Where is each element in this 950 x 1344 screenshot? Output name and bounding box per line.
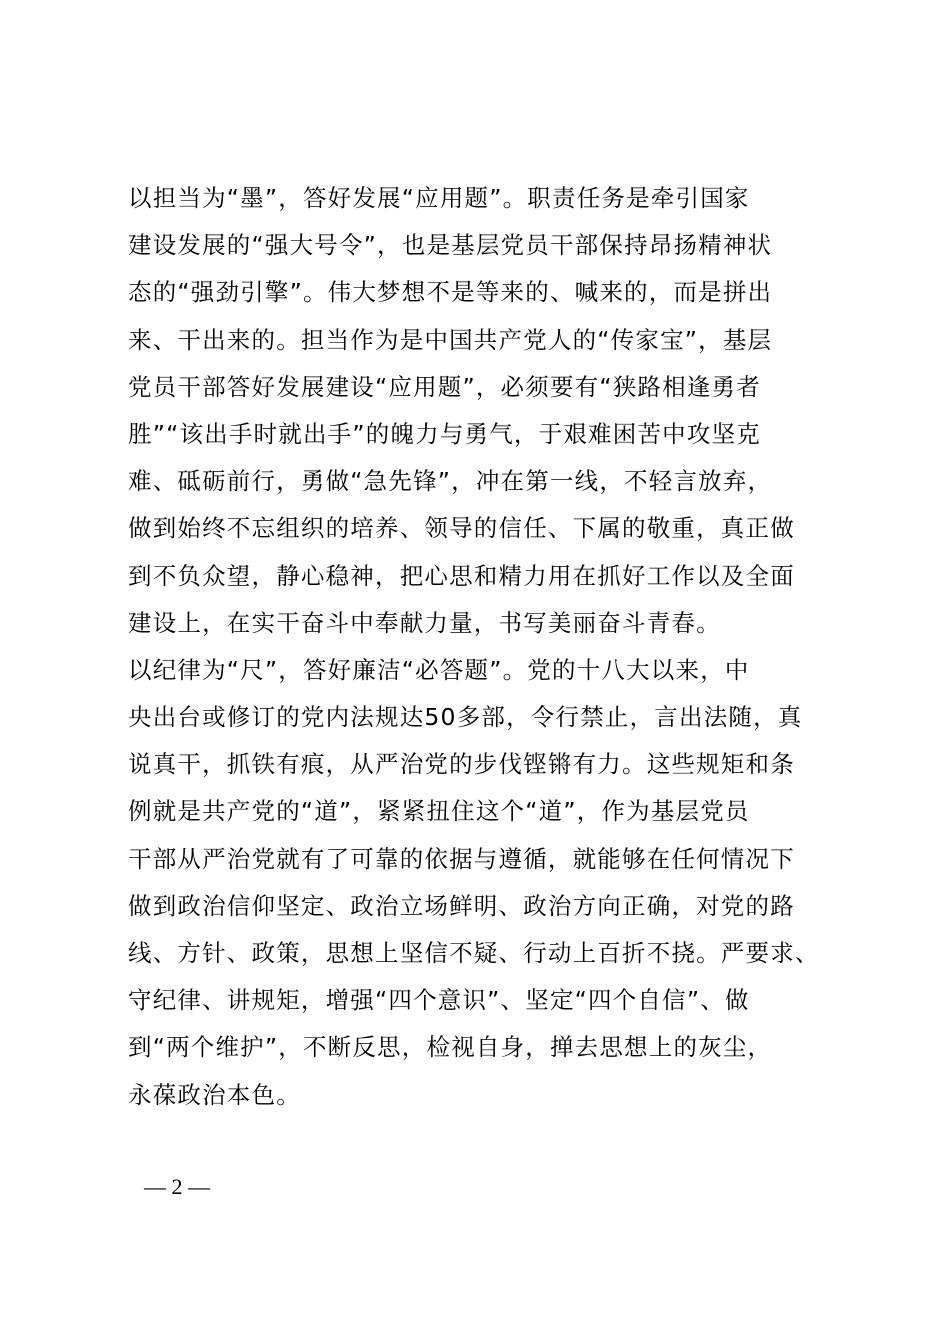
text-line: 胜”“该出手时就出手”的魄力与勇气，于艰难困苦中攻坚克 [128,419,761,448]
text-line: 做到政治信仰坚定、政治立场鲜明、政治方向正确，对党的路 [128,891,795,920]
text-line: 永葆政治本色。 [128,1080,301,1109]
text-line: 来、干出来的。担当作为是中国共产党人的“传家宝”，基层 [128,325,773,354]
text-line: 难、砥砺前行，勇做“急先锋”，冲在第一线，不轻言放弃， [128,467,773,496]
paragraph-responsibility [128,175,838,647]
paragraph-discipline [128,647,838,1119]
text-line: 守纪律、讲规矩，增强“四个意识”、坚定“四个自信”、做 [128,986,750,1015]
text-line: 态的“强劲引擎”。伟大梦想不是等来的、喊来的，而是拼出 [128,278,773,307]
text-line: 干部从严治党就有了可靠的依据与遵循，就能够在任何情况下 [128,844,795,873]
text-line: 以纪律为“尺”，答好廉洁“必答题”。党的十八大以来，中 [128,655,750,684]
text-line: 到“两个维护”，不断反思，检视自身，掸去思想上的灰尘， [128,1033,773,1062]
text-line: 党员干部答好发展建设“应用题”，必须要有“狭路相逢勇者 [128,372,761,401]
text-line: 说真干，抓铁有痕，从严治党的步伐铿锵有力。这些规矩和条 [128,750,795,779]
text-line: 建设发展的“强大号令”，也是基层党员干部保持昂扬精神状 [128,231,773,260]
text-line: 例就是共产党的“道”，紧紧扭住这个“道”，作为基层党员 [128,797,750,826]
text-line: 到不负众望，静心稳神，把心思和精力用在抓好工作以及全面 [128,561,795,590]
text-line: 央出台或修订的党内法规达50多部，令行禁止，言出法随，真 [128,703,803,732]
text-line: 建设上，在实干奋斗中奉献力量，书写美丽奋斗青春。 [128,608,721,637]
page-number: — 2 — [144,1174,210,1199]
body-text [128,175,838,1119]
text-line: 做到始终不忘组织的培养、领导的信任、下属的敬重，真正做 [128,514,795,543]
text-line: 以担当为“墨”，答好发展“应用题”。职责任务是牵引国家 [128,184,750,212]
text-line: 线、方针、政策，思想上坚信不疑、行动上百折不挠。严要求、 [128,939,820,967]
